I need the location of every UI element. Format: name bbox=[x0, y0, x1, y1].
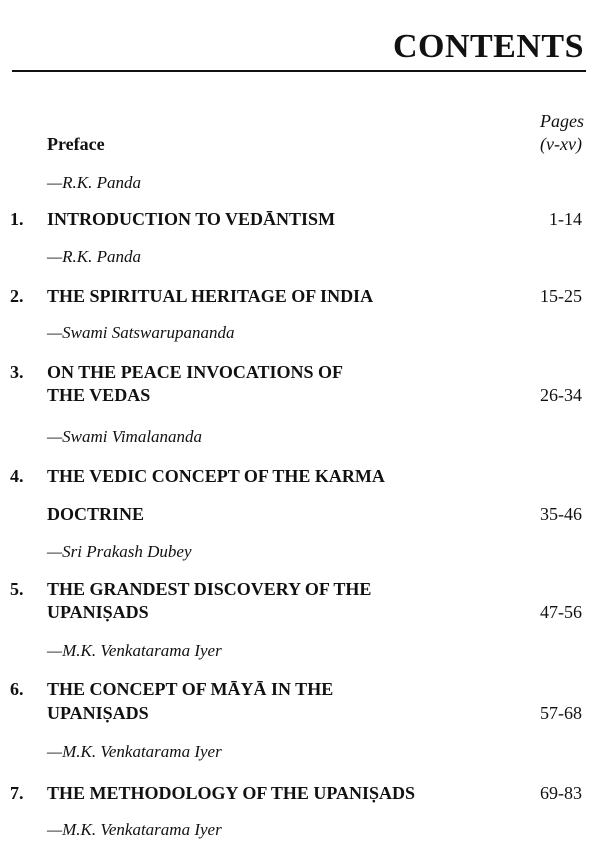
entry-title-line: THE METHODOLOGY OF THE UPANIṢADS bbox=[47, 783, 416, 803]
entry-pages: 26-34 bbox=[540, 385, 582, 405]
entry-title-line: UPANIṢADS bbox=[47, 703, 149, 723]
entry-author: —Swami Vimalananda bbox=[47, 427, 203, 446]
pages-column-header: Pages bbox=[540, 111, 584, 131]
entry-pages: 35-46 bbox=[540, 504, 582, 524]
entry-number: 3. bbox=[10, 362, 24, 382]
entry-number: 2. bbox=[10, 286, 24, 306]
entry-title-line: THE GRANDEST DISCOVERY OF THE bbox=[47, 579, 372, 599]
entry-title-line: THE SPIRITUAL HERITAGE OF INDIA bbox=[47, 286, 374, 306]
entry-pages: 47-56 bbox=[540, 602, 582, 622]
entry-number: 5. bbox=[10, 579, 24, 599]
entry-number: 1. bbox=[10, 209, 24, 229]
entry-title-line: UPANIṢADS bbox=[47, 602, 149, 622]
entry-number: 4. bbox=[10, 466, 24, 486]
entry-pages: 15-25 bbox=[540, 286, 582, 306]
entry-title-line: THE VEDIC CONCEPT OF THE KARMA bbox=[47, 466, 385, 486]
entry-author: —M.K. Venkatarama Iyer bbox=[47, 820, 222, 839]
preface-title: Preface bbox=[47, 134, 105, 154]
entry-author: —M.K. Venkatarama Iyer bbox=[47, 742, 222, 761]
page-title: CONTENTS bbox=[392, 28, 584, 65]
entry-author: —R.K. Panda bbox=[47, 247, 141, 266]
entry-title-line: THE VEDAS bbox=[47, 385, 151, 405]
entry-pages: 69-83 bbox=[540, 783, 582, 803]
entry-title-line: THE CONCEPT OF MĀYĀ IN THE bbox=[47, 679, 334, 699]
entry-author: —Swami Satswarupananda bbox=[47, 323, 235, 342]
entry-number: 7. bbox=[10, 783, 24, 803]
entry-author: —M.K. Venkatarama Iyer bbox=[47, 641, 222, 660]
entry-title-line: ON THE PEACE INVOCATIONS OF bbox=[47, 362, 344, 382]
entry-pages: 57-68 bbox=[540, 703, 582, 723]
entry-number: 6. bbox=[10, 679, 24, 699]
entry-author: —Sri Prakash Dubey bbox=[47, 542, 192, 561]
entry-title-line: INTRODUCTION TO VEDĀNTISM bbox=[47, 209, 336, 229]
preface-author: —R.K. Panda bbox=[47, 173, 141, 192]
title-divider bbox=[12, 70, 586, 72]
entry-pages: 1-14 bbox=[549, 209, 582, 229]
preface-pages: (v-xv) bbox=[540, 134, 582, 154]
entry-title-line: DOCTRINE bbox=[47, 504, 145, 524]
